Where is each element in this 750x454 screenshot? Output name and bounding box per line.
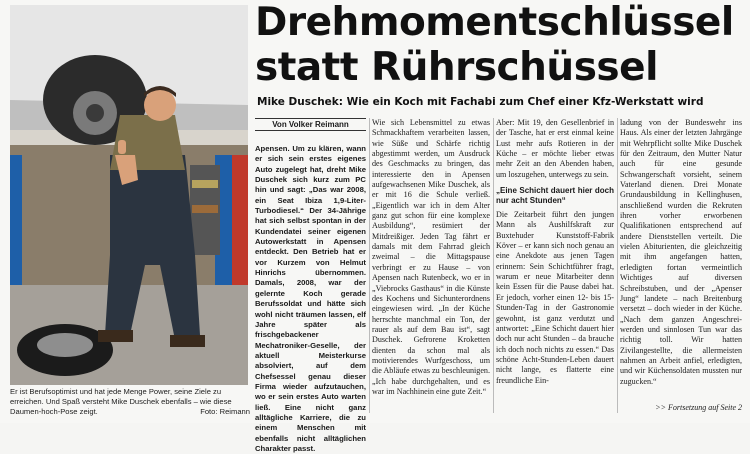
column-rule <box>493 118 494 413</box>
body-column-4 <box>620 118 742 387</box>
crosshead: „Eine Schicht dauert hier doch nur acht Stunden“ <box>496 186 614 206</box>
body-paragraph: Aber: Mit 19, den Gesellenbrief in der Tasche, hat er erst einmal keine Lust mehr aufs Rotieren in der Küche – er möchte lieber etwas mehr Zeit an den Abenden haben, um loszugehen, unterwegs zu sein. <box>496 118 614 179</box>
subheadline: Mike Duschek: Wie ein Koch mit Fachabi zum Chef einer Kfz-Werkstatt wird <box>257 96 704 108</box>
lead-column <box>255 144 366 453</box>
photo-credit: Foto: Reimann <box>200 407 250 416</box>
body-paragraph: ladung von der Bundeswehr ins Haus. Als einer der letzten Jahrgänge mit Wehrpflicht sollte Mike Duschek für den Zeitraum, den Mutter Natur auch für eine gesunde Schwangerschaft vorsieht, seinem Vaterland dienen. Drei Monate Grundausbildung in Kellinghusen, anschließend wurden die Rekruten ihren vorher erworbenen Qualifikationen entsprechend auf andere Dienststellen verteilt. Die vielen Abiturienten, die gleichzeitig mit ihm angefangen hatten, erledigten fortan vermeintlich Wichtiges auf diversen Schreibstuben, und der „Apenser Jung“ landete – nach Breitenburg versetzt – doch wieder in der Küche. „Nach dem ganzen Angeschreiwerden und sinnlosen Tun war das richtig toll. Wir hatten Zivilangestellte, die allermeisten nahmen an Arbeit anfiel, erledigten, und wir Küchensoldaten mussten nur zugucken.“ <box>620 118 742 386</box>
headline-line-1: Drehmomentschlüssel <box>255 0 734 45</box>
body-column-3 <box>496 118 614 386</box>
photo-caption <box>10 387 250 417</box>
body-column-2 <box>372 118 490 397</box>
byline: Von Volker Reimann <box>255 118 366 131</box>
headline <box>255 0 750 90</box>
body-paragraph: Wie sich Lebensmittel zu etwas Schmackhaftem verarbeiten lassen, wie Süße und Schärfe richtig abgestimmt werden, um Ausdruck des Geschmacks zu bringen, das interessierte den in Apensen aufgewachsenen Mike Duschek, als er mit 16 die Schule verließ. „Eigentlich war ich in dem Alter ganz gut schon für eine komplexe Ausbildung“, resümiert der Mitdreißiger. Jeden Tag fährt er damals mit dem Fahrrad gleich zweimal – die Mittagspause verbringt er zu Hause – von Apensen nach Rutenbeck, wo er in „Viebrocks Gasthaus“ in die Künste des Kochens und Sichunterordnens eingewiesen wird. „In der Küche herrschte manchmal ein Ton, der rauer als auf dem Bau ist“, sagt Duschek. Gefrorene Kroketten dienten da schon mal als motivierendes Wurfgeschoss, um die Abläufe etwas zu beschleunigen. „Ich habe durchgehalten, und es war im Nachhinein eine gute Zeit.“ <box>372 118 490 396</box>
body-paragraph: Die Zeitarbeit führt den jungen Mann als Aushilfskraft zur Buxtehuder Kunststoff-Fabrik Köver – er kann sich noch genau an eine Anekdote aus jenen Tagen erinnern: Sein Schichtführer fragt, warum er neue Mitarbeiter denn kein Essen für die Pause dabei hat. Er jedoch, vorher einen 12- bis 15-Stunden-Tag in der Gastronomie gewohnt, ist ganz verdutzt und antwortet: „Eine Schicht dauert hier doch nur acht Stunden – da brauche ich doch noch nichts zu essen.“ Das schöne Acht-Stunden-Leben dauert nicht lange, es flatterte eine freundliche Ein- <box>496 210 614 385</box>
continuation-note: >> Fortsetzung auf Seite 2 <box>655 403 742 412</box>
column-rule <box>369 118 370 413</box>
caption-text: Er ist Berufsoptimist und hat jede Menge Power, seine Ziele zu erreichen. Und Spaß versteht Mike Duschek ebenfalls – wie diese Daumen-hoch-Pose zeigt. <box>10 387 232 416</box>
article-photo <box>10 5 248 385</box>
lead-paragraph: Apensen. Um zu klären, wann er sich sein erstes eigenes Auto zugelegt hat, dreht Mike Duschek sich kurz zum PC hin und sagt: „Das war 2008, ein Seat Ibiza 1,9-Liter-Turbodiesel.“ Der 34-Jährige hat sich selbst spontan in der Kundendatei seiner eigenen Autowerkstatt in Apensen entdeckt. Den Betrieb hat er vor Kurzem von Helmut Hinrichs übernommen. Damals, 2008, war der gelernte Koch gerade Berufssoldat und hätte sich wohl nicht träumen lassen, elf Jahre später als frischgebackener Mechatroniker-Geselle, der aktuell Meisterkurse absolviert, auf dem Chefsessel genau dieser Firma wieder aufzutauchen, wo er sein erstes Auto warten ließ. Eine nicht ganz alltägliche Karriere, die zu einem Menschen mit ebenfalls nicht alltäglichen Charakter passt. <box>255 144 366 453</box>
column-rule <box>617 118 618 413</box>
headline-line-2: statt Rührschüssel <box>255 45 658 90</box>
